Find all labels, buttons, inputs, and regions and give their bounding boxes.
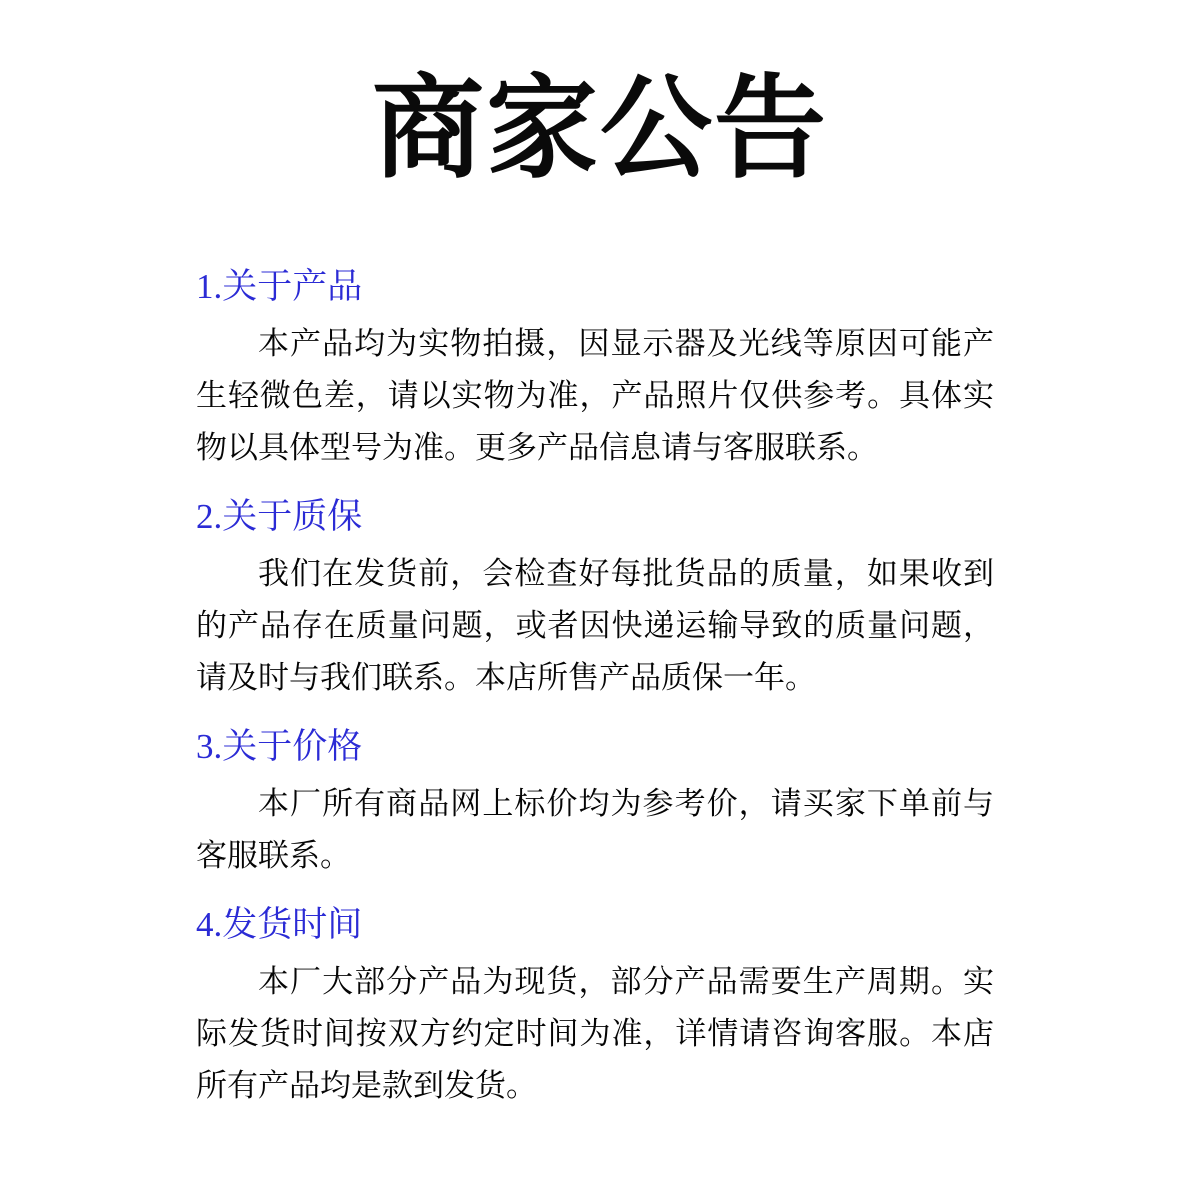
section-body-pricing: 本厂所有商品网上标价均为参考价，请买家下单前与客服联系。 xyxy=(196,785,994,873)
section-body-shipping-time: 本厂大部分产品为现货，部分产品需要生产周期。实际发货时间按双方约定时间为准，详情请咨询客服。本店所有产品均是款到发货。 xyxy=(196,963,994,1103)
page-title: 商家公告 xyxy=(372,68,828,192)
section-body-warranty: 我们在发货前，会检查好每批货品的质量，如果收到的产品存在质量问题，或者因快递运输导致的质量问题，请及时与我们联系。本店所售产品质保一年。 xyxy=(196,555,994,695)
section-body-about-product: 本产品均为实物拍摄，因显示器及光线等原因可能产生轻微色差，请以实物为准，产品照片仅供参考。具体实物以具体型号为准。更多产品信息请与客服联系。 xyxy=(196,325,994,465)
section-warranty xyxy=(196,486,994,704)
section-shipping-time xyxy=(196,894,994,1112)
section-heading-pricing: 3.关于价格 xyxy=(196,726,363,766)
announcement-content xyxy=(196,190,994,1112)
section-pricing xyxy=(196,716,994,882)
section-heading-about-product: 1.关于产品 xyxy=(196,266,363,306)
section-heading-shipping-time: 4.发货时间 xyxy=(196,904,363,944)
section-about-product xyxy=(196,256,994,474)
section-heading-warranty: 2.关于质保 xyxy=(196,496,363,536)
